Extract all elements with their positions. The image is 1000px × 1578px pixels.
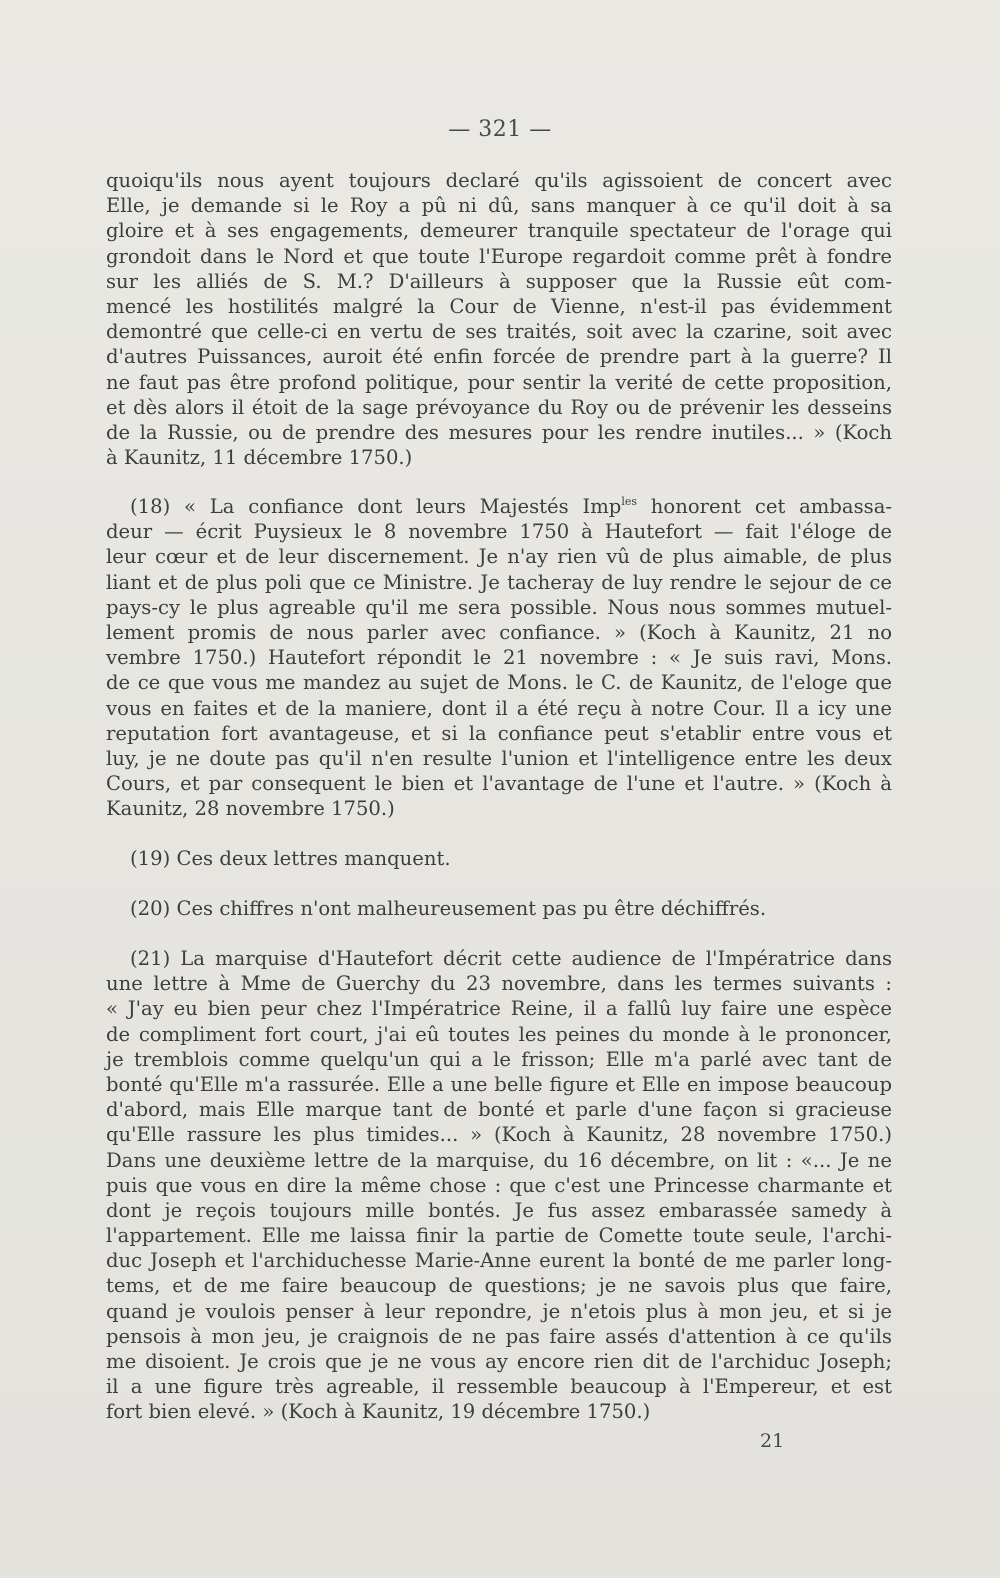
- text-line: l'appartement. Elle me laissa finir la partie de Comette toute seule, l'archi-: [106, 1224, 892, 1248]
- text-line: dont je reçois toujours mille bontés. Je fus assez embarassée samedy à: [106, 1198, 892, 1222]
- footnote-20: [106, 896, 892, 921]
- superscript: les: [621, 495, 638, 508]
- folio-number: 21: [760, 1430, 785, 1452]
- text-line: duc Joseph et l'archiduchesse Marie-Anne eurent la bonté de me parler long-: [106, 1249, 892, 1273]
- page-header: — 321 —: [448, 117, 552, 142]
- text-line: (20) Ces chiffres n'ont malheureusement pas pu être déchiffrés.: [130, 897, 767, 920]
- text-line: d'autres Puissances, auroit été enfin forcée de prendre part à la guerre? Il: [106, 345, 892, 369]
- text-line: reputation fort avantageuse, et si la confiance peut s'etablir entre vous et: [106, 721, 892, 745]
- text-line: mencé les hostilités malgré la Cour de Vienne, n'est-il pas évidemment: [106, 294, 892, 318]
- text-line: leur cœur et de leur discernement. Je n'ay rien vû de plus aimable, de plus: [106, 545, 892, 569]
- text-line: me disoient. Je crois que je ne vous ay encore rien dit de l'archiduc Joseph;: [106, 1350, 892, 1373]
- text-line: (21) La marquise d'Hautefort décrit cette audience de l'Impératrice dans: [130, 947, 892, 970]
- text-line: liant et de plus poli que ce Ministre. Je tacheray de luy rendre le sejour de ce: [106, 570, 892, 594]
- footnote-18-lead-tail: honorent cet ambassa-: [637, 495, 893, 518]
- text-line: Elle, je demande si le Roy a pû ni dû, sans manquer à ce qu'il doit à sa: [106, 194, 892, 218]
- text-line: et dès alors il étoit de la sage prévoyance du Roy ou de prévenir les desseins: [106, 395, 892, 419]
- text-line: quoiqu'ils nous ayent toujours declaré qu'ils agissoient de concert avec: [106, 169, 892, 192]
- text-line: une lettre à Mme de Guerchy du 23 novembre, dans les termes suivants :: [106, 972, 892, 996]
- text-line: fort bien elevé. » (Koch à Kaunitz, 19 décembre 1750.): [106, 1400, 651, 1424]
- text-line: lement promis de nous parler avec confiance. » (Koch à Kaunitz, 21 no: [106, 620, 892, 644]
- text-line: de la Russie, ou de prendre des mesures pour les rendre inutiles... » (Koch: [106, 420, 892, 444]
- text-line: de ce que vous me mandez au sujet de Mons. le C. de Kaunitz, de l'eloge que: [106, 671, 892, 695]
- text-line: à Kaunitz, 11 décembre 1750.): [106, 446, 413, 470]
- text-line: [106, 494, 892, 519]
- text-line: « J'ay eu bien peur chez l'Impératrice Reine, il a fallû luy faire une espèce: [106, 997, 892, 1021]
- text-line: je tremblois comme quelqu'un qui a le frisson; Elle m'a parlé avec tant de: [106, 1047, 892, 1071]
- paragraph-continuation: [106, 168, 892, 470]
- footnote-21: [106, 946, 892, 1425]
- text-line: sur les alliés de S. M.? D'ailleurs à supposer que la Russie eût com-: [106, 269, 892, 293]
- text-line: vembre 1750.) Hautefort répondit le 21 novembre : « Je suis ravi, Mons.: [106, 646, 892, 670]
- text-line: vous en faites et de la maniere, dont il a été reçu à notre Cour. Il a icy une: [106, 696, 892, 720]
- text-line: grondoit dans le Nord et que toute l'Europe regardoit comme prêt à fondre: [106, 244, 892, 268]
- text-line: de compliment fort court, j'ai eû toutes les peines du monde à le prononcer,: [106, 1022, 892, 1046]
- text-line: quand je voulois penser à leur repondre, je n'etois plus à mon jeu, et si je: [106, 1299, 892, 1323]
- text-line: pays-cy le plus agreable qu'il me sera possible. Nous nous sommes mutuel-: [106, 595, 892, 619]
- text-line: il a une figure très agreable, il ressemble beaucoup à l'Empereur, et est: [106, 1375, 892, 1399]
- text-line: qu'Elle rassure les plus timides... » (Koch à Kaunitz, 28 novembre 1750.): [106, 1123, 892, 1147]
- text-line: Kaunitz, 28 novembre 1750.): [106, 797, 395, 821]
- text-line: deur — écrit Puysieux le 8 novembre 1750 à Hautefort — fait l'éloge de: [106, 520, 892, 544]
- text-line: Cours, et par consequent le bien et l'avantage de l'une et l'autre. » (Koch à: [106, 772, 892, 796]
- text-line: bonté qu'Elle m'a rassurée. Elle a une belle figure et Elle en impose beaucoup: [106, 1072, 892, 1096]
- footnote-18: [106, 494, 892, 821]
- text-line: (19) Ces deux lettres manquent.: [130, 847, 451, 870]
- footnote-18-lead: (18) « La confiance dont leurs Majestés Imp: [130, 495, 622, 518]
- text-line: puis que vous en dire la même chose : que c'est une Princesse charmante et: [106, 1173, 892, 1197]
- footnote-19: [106, 846, 892, 871]
- text-line: ne faut pas être profond politique, pour sentir la verité de cette proposition,: [106, 370, 892, 394]
- text-line: pensois à mon jeu, je craignois de ne pas faire assés d'attention à ce qu'ils: [106, 1324, 892, 1348]
- text-line: gloire et à ses engagements, demeurer tranquile spectateur de l'orage qui: [106, 219, 892, 243]
- text-line: demontré que celle-ci en vertu de ses traités, soit avec la czarine, soit avec: [106, 320, 892, 344]
- text-line: tems, et de me faire beaucoup de questions; je ne savois plus que faire,: [106, 1274, 892, 1298]
- text-line: luy, je ne doute pas qu'il n'en resulte l'union et l'intelligence entre les deux: [106, 746, 892, 770]
- text-line: Dans une deuxième lettre de la marquise, du 16 décembre, on lit : «... Je ne: [106, 1148, 892, 1172]
- text-line: d'abord, mais Elle marque tant de bonté et parle d'une façon si gracieuse: [106, 1098, 892, 1122]
